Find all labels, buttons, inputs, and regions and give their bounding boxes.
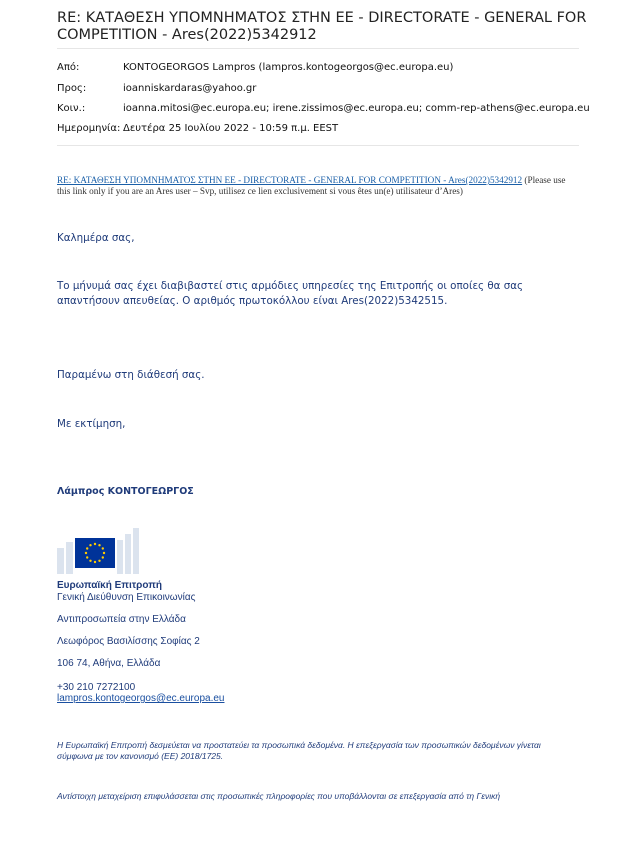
- signature-city: 106 74, Αθήνα, Ελλάδα: [57, 658, 161, 669]
- date-value: Δευτέρα 25 Ιουλίου 2022 - 10:59 π.μ. EEST: [123, 123, 339, 134]
- eu-star-icon: [102, 556, 104, 558]
- from-value[interactable]: KONTOGEORGOS Lampros (lampros.kontogeorgos@ec.europa.eu): [123, 62, 454, 73]
- to-value[interactable]: ioanniskardaras@yahoo.gr: [123, 83, 257, 94]
- header-bottom-divider: [57, 145, 579, 146]
- disclaimer-line-1: Η Ευρωπαϊκή Επιτροπή δεσμεύεται να προστατεύει τα προσωπικά δεδομένα. Η επεξεργασία των προσωπικών δεδομένων γίνεται σύμφωνα με τον κανονισμό (ΕΕ) 2018/1725.: [57, 740, 541, 761]
- eu-star-icon: [94, 543, 96, 545]
- greeting: Καλημέρα σας,: [57, 232, 135, 244]
- to-label: Προς:: [57, 83, 87, 94]
- signature-representation: Αντιπροσωπεία στην Ελλάδα: [57, 614, 186, 625]
- eu-star-icon: [98, 560, 100, 562]
- eu-star-icon: [89, 560, 91, 562]
- eu-star-icon: [94, 561, 96, 563]
- email-subject: RE: ΚΑΤΑΘΕΣΗ ΥΠΟΜΝΗΜΑΤΟΣ ΣΤΗΝ ΕΕ - DIRECTORATE - GENERAL FOR COMPETITION - Ares(2022)5342912: [57, 10, 587, 43]
- eu-star-icon: [98, 544, 100, 546]
- header-divider: [57, 48, 579, 49]
- eu-star-icon: [89, 544, 91, 546]
- signature-street: Λεωφόρος Βασιλίσσης Σοφίας 2: [57, 636, 200, 647]
- ares-link[interactable]: RE: ΚΑΤΑΘΕΣΗ ΥΠΟΜΝΗΜΑΤΟΣ ΣΤΗΝ ΕΕ - DIRECTORATE - GENERAL FOR COMPETITION - Ares(2022)5342912: [57, 175, 523, 185]
- disclaimer-line-2: Αντίστοιχη μεταχείριση επιφυλάσσεται στις προσωπικές πληροφορίες που υποβάλλονται σε επεξεργασία από τη Γενική: [57, 791, 501, 801]
- eu-star-icon: [102, 547, 104, 549]
- from-label: Από:: [57, 62, 80, 73]
- signature-org: Ευρωπαϊκή Επιτροπή: [57, 580, 162, 591]
- signature-name: Λάμπρος ΚΟΝΤΟΓΕΩΡΓΟΣ: [57, 486, 194, 497]
- signature-phone: +30 210 7272100: [57, 682, 136, 693]
- message-paragraph: Το μήνυμά σας έχει διαβιβαστεί στις αρμόδιες υπηρεσίες της Επιτροπής οι οποίες θα σας απαντήσουν απευθείας. Ο αριθμός πρωτοκόλλου είναι Ares(2022)5342515.: [57, 280, 524, 307]
- closing-line: Με εκτίμηση,: [57, 418, 126, 430]
- ares-link-block: [57, 175, 579, 197]
- cc-value[interactable]: ioanna.mitosi@ec.europa.eu; irene.zissimos@ec.europa.eu; comm-rep-athens@ec.europa.eu: [123, 103, 590, 114]
- date-label: Ημερομηνία:: [57, 123, 121, 134]
- availability-line: Παραμένω στη διάθεσή σας.: [57, 369, 205, 381]
- cc-label: Κοιν.:: [57, 103, 86, 114]
- ares-note: (Please use this link only if you are an Ares user – Svp, utilisez ce lien exclusivement si vous êtes un(e) utilisateur d’Ares): [57, 175, 566, 196]
- eu-star-icon: [103, 552, 105, 554]
- signature-email-link[interactable]: lampros.kontogeorgos@ec.europa.eu: [57, 693, 225, 704]
- european-commission-logo-icon: [57, 528, 139, 574]
- eu-star-icon: [86, 556, 88, 558]
- signature-dg: Γενική Διεύθυνση Επικοινωνίας: [57, 592, 196, 603]
- eu-star-icon: [86, 547, 88, 549]
- eu-star-icon: [85, 552, 87, 554]
